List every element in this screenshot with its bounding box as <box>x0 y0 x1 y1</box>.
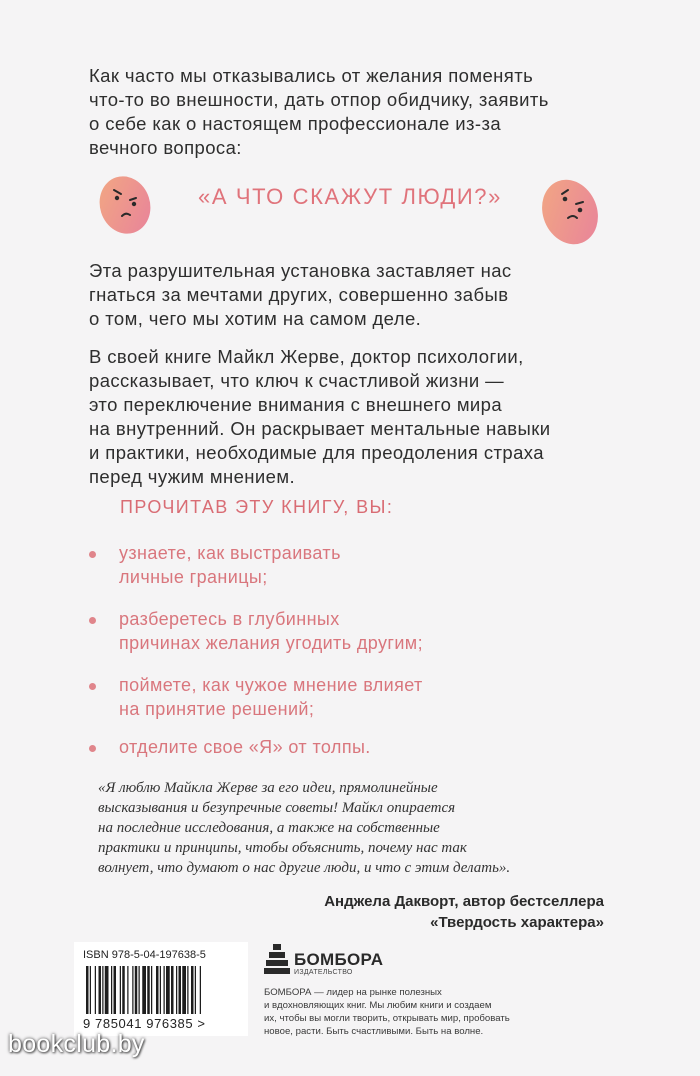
intro-paragraph <box>89 64 629 160</box>
bullet-dot-icon <box>89 745 96 752</box>
headline-question: «А ЧТО СКАЖУТ ЛЮДИ?» <box>198 184 502 209</box>
paragraph-three <box>89 345 629 489</box>
paragraph-line: о том, чего мы хотим на самом деле. <box>89 308 422 329</box>
quote-line: «Я люблю Майкла Жерве за его идеи, прямолинейные <box>98 780 438 796</box>
list-item-line: узнаете, как выстраивать <box>119 543 341 563</box>
list-item-line: на принятие решений; <box>119 699 315 719</box>
list-item-line: отделите свое «Я» от толпы. <box>119 737 371 757</box>
blurb-line: их, чтобы вы могли творить, открывать мир, пробовать <box>264 1013 510 1024</box>
blurb-line: БОМБОРА — лидер на рынке полезных <box>264 987 442 998</box>
barcode-digits: 9 785041 976385 > <box>83 1016 206 1031</box>
publisher-logo <box>264 942 394 976</box>
bombora-logo-icon <box>264 942 290 976</box>
bullet-dot-icon <box>89 551 96 558</box>
list-item-line: поймете, как чужое мнение влияет <box>119 675 423 695</box>
paragraph-line: Эта разрушительная установка заставляет нас <box>89 260 512 281</box>
paragraph-two <box>89 259 629 331</box>
list-item-line: причинах желания угодить другим; <box>119 633 423 653</box>
list-item <box>89 735 609 759</box>
quote-line: волнует, что думают о нас другие люди, и что с этим делать». <box>98 860 511 876</box>
list-item-line: разберетесь в глубинных <box>119 609 340 629</box>
list-item <box>89 607 609 655</box>
quote-attribution <box>324 891 604 933</box>
attribution-line: Анджела Дакворт, автор бестселлера <box>324 893 604 910</box>
review-quote <box>98 778 618 878</box>
blurb-line: новое, расти. Быть счастливыми. Быть на волне. <box>264 1026 484 1037</box>
publisher-subtitle: ИЗДАТЕЛЬСТВО <box>294 969 353 976</box>
paragraph-line: гнаться за мечтами других, совершенно забыв <box>89 284 509 305</box>
site-watermark: bookclub.by <box>8 1030 145 1058</box>
blurb-line: и вдохновляющих книг. Мы любим книги и создаем <box>264 1000 492 1011</box>
attribution-line: «Твердость характера» <box>430 914 604 931</box>
paragraph-line: рассказывает, что ключ к счастливой жизни — <box>89 370 505 391</box>
paragraph-line: перед чужим мнением. <box>89 466 295 487</box>
isbn-label: ISBN 978-5-04-197638-5 <box>83 949 206 961</box>
list-heading: ПРОЧИТАВ ЭТУ КНИГУ, ВЫ: <box>120 497 394 517</box>
publisher-blurb <box>264 986 624 1038</box>
intro-line: вечного вопроса: <box>89 137 242 158</box>
quote-line: на последние исследования, а также на собственные <box>98 820 440 836</box>
quote-line: практики и принципы, чтобы объяснить, почему нас так <box>98 840 467 856</box>
grumpy-face-right-icon <box>530 172 610 248</box>
intro-line: Как часто мы отказывались от желания поменять <box>89 65 534 86</box>
paragraph-line: В своей книге Майкл Жерве, доктор психологии, <box>89 346 524 367</box>
quote-line: высказывания и безупречные советы! Майкл опирается <box>98 800 456 816</box>
bullet-dot-icon <box>89 683 96 690</box>
paragraph-line: и практики, необходимые для преодоления страха <box>89 442 544 463</box>
list-item-line: личные границы; <box>119 567 268 587</box>
intro-line: что-то во внешности, дать отпор обидчику, заявить <box>89 89 549 110</box>
list-item <box>89 673 609 721</box>
intro-line: о себе как о настоящем профессионале из-за <box>89 113 502 134</box>
bullet-dot-icon <box>89 617 96 624</box>
paragraph-line: это переключение внимания с внешнего мира <box>89 394 503 415</box>
paragraph-line: на внутренний. Он раскрывает ментальные навыки <box>89 418 551 439</box>
list-item <box>89 541 609 589</box>
publisher-name: БОМБОРА <box>294 950 384 969</box>
barcode <box>74 942 248 1036</box>
